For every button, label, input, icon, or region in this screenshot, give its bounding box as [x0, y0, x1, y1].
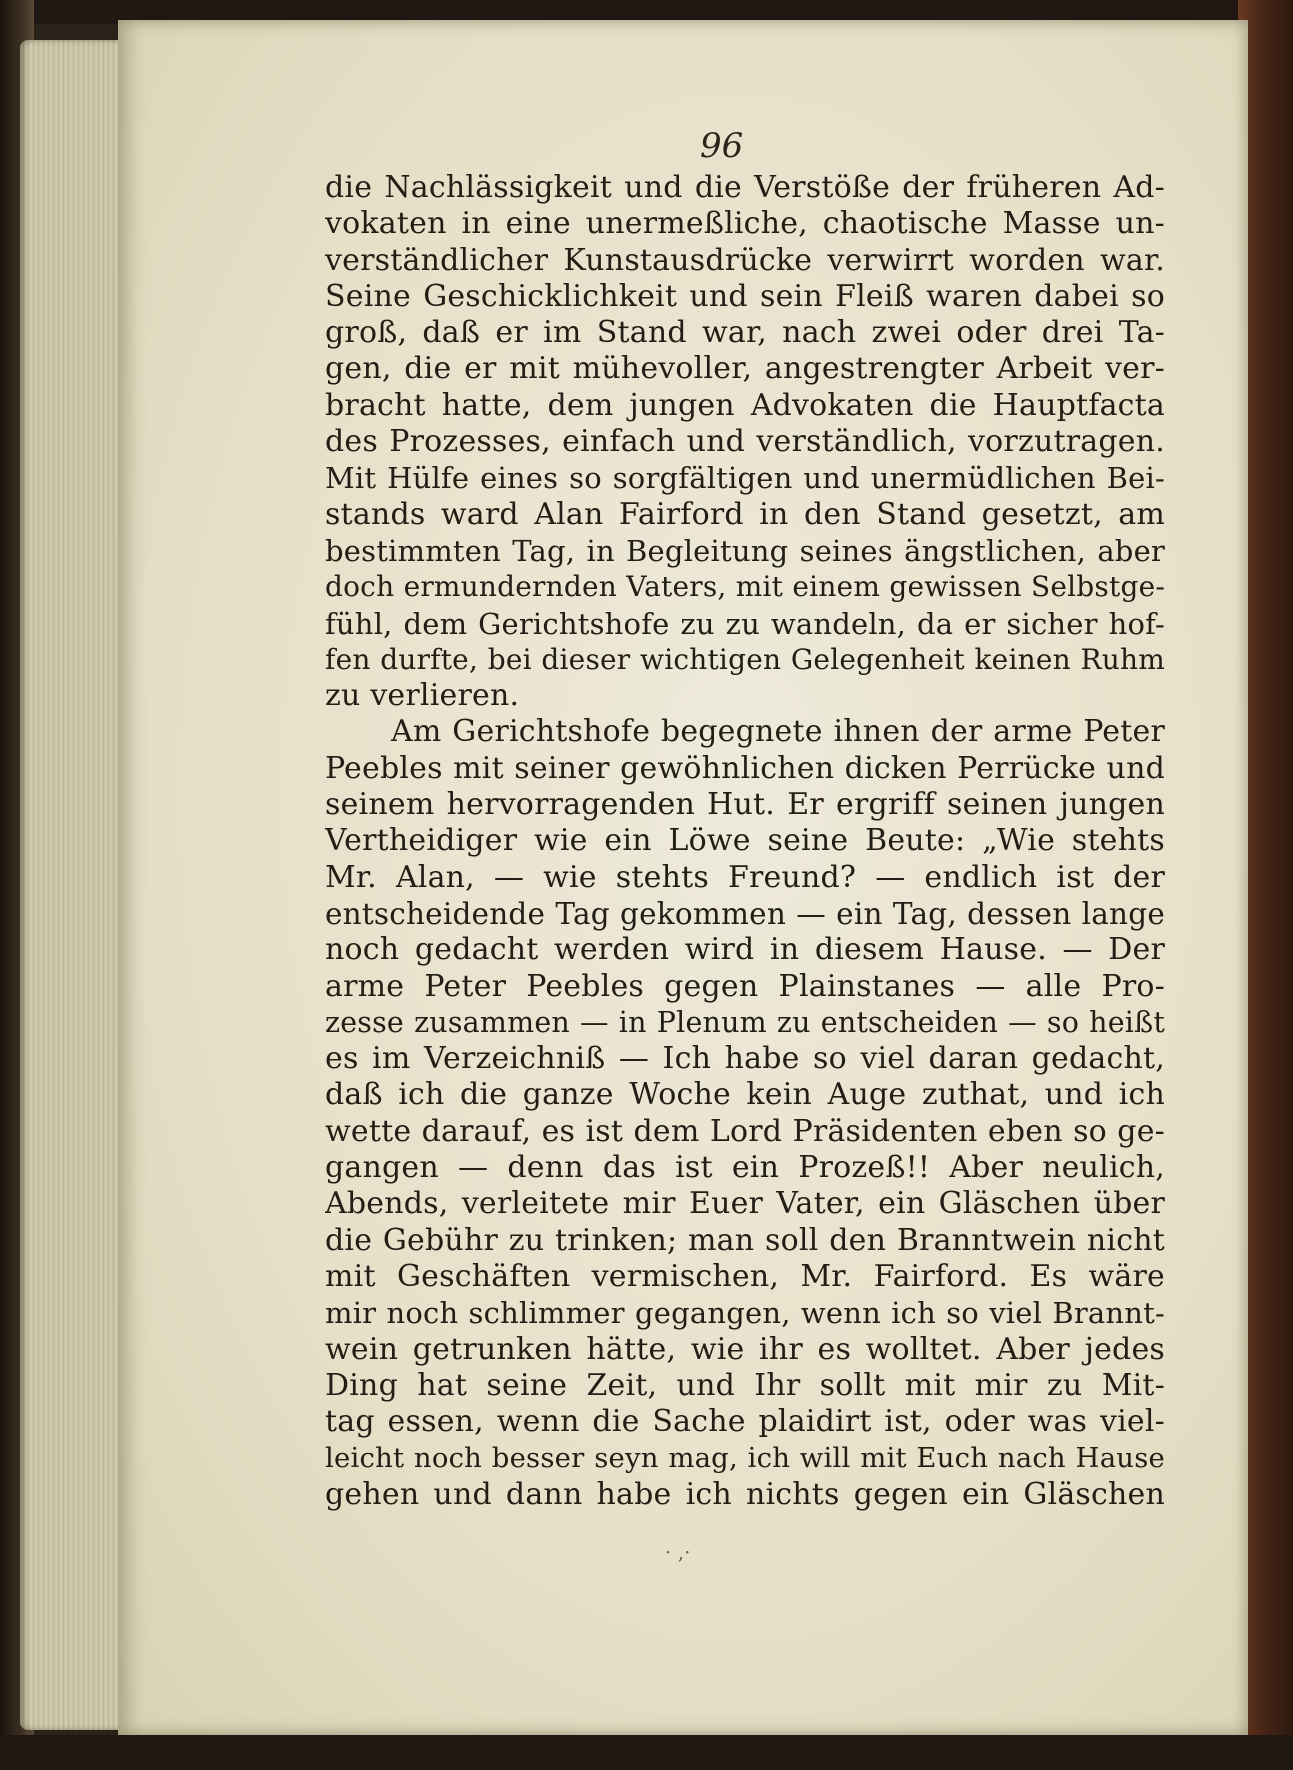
- text-line: fen durfte, bei dieser wichtigen Gelegenheit keinen Ruhm: [325, 642, 1165, 676]
- text-line: seinem hervorragenden Hut. Er ergriff seinen jungen: [325, 787, 1165, 823]
- text-line: leicht noch besser seyn mag, ich will mit Euch nach Hause: [325, 1442, 1165, 1475]
- text-line: bracht hatte, dem jungen Advokaten die Hauptfacta: [325, 387, 1165, 423]
- text-line: die Gebühr zu trinken; man soll den Branntwein nicht: [325, 1222, 1165, 1258]
- text-line: wein getrunken hätte, wie ihr es wolltet. Aber jedes: [325, 1331, 1165, 1367]
- text-line: zu verlieren.: [325, 678, 520, 714]
- text-line: zesse zusammen — in Plenum zu entscheiden — so heißt: [325, 1005, 1165, 1039]
- text-line: Vertheidiger wie ein Löwe seine Beute: „Wie stehts: [325, 823, 1165, 859]
- text-line: tag essen, wenn die Sache plaidirt ist, oder was viel-: [325, 1404, 1165, 1440]
- text-line: Am Gerichtshofe begegnete ihnen der arme Peter: [391, 714, 1165, 750]
- text-line: noch gedacht werden wird in diesem Hause. — Der: [325, 932, 1165, 968]
- text-line: Mit Hülfe eines so sorgfältigen und unermüdlichen Bei-: [325, 461, 1165, 496]
- text-line: des Prozesses, einfach und verständlich, vorzutragen.: [325, 424, 1165, 460]
- text-line: arme Peter Peebles gegen Plainstanes — alle Pro-: [325, 968, 1165, 1004]
- text-line: mir noch schlimmer gegangen, wenn ich so viel Brannt-: [325, 1296, 1165, 1331]
- text-line: fühl, dem Gerichtshofe zu zu wandeln, da er sicher hof-: [325, 606, 1165, 641]
- text-line: es im Verzeichniß — Ich habe so viel daran gedacht,: [325, 1041, 1165, 1077]
- text-line: gen, die er mit mühevoller, angestrengter Arbeit ver-: [325, 351, 1165, 387]
- text-line: stands ward Alan Fairford in den Stand gesetzt, am: [325, 496, 1165, 532]
- text-line: wette darauf, es ist dem Lord Präsidenten eben so ge-: [325, 1113, 1165, 1149]
- text-line: vokaten in eine unermeßliche, chaotische Masse un-: [325, 206, 1165, 242]
- body-text: [325, 170, 1165, 1513]
- text-line: groß, daß er im Stand war, nach zwei oder drei Ta-: [325, 315, 1165, 351]
- text-line: entscheidende Tag gekommen — ein Tag, dessen lange: [325, 896, 1165, 931]
- text-line: Mr. Alan, — wie stehts Freund? — endlich ist der: [325, 859, 1165, 895]
- text-line: mit Geschäften vermischen, Mr. Fairford. Es wäre: [325, 1258, 1165, 1294]
- text-line: daß ich die ganze Woche kein Auge zuthat, und ich: [325, 1077, 1165, 1113]
- text-line: doch ermundernden Vaters, mit einem gewissen Selbstge-: [325, 570, 1165, 604]
- text-line: Abends, verleitete mir Euer Vater, ein Gläschen über: [325, 1186, 1165, 1222]
- text-line: die Nachlässigkeit und die Verstöße der früheren Ad-: [325, 170, 1165, 205]
- text-line: Peebles mit seiner gewöhnlichen dicken Perrücke und: [325, 750, 1165, 786]
- text-line: verständlicher Kunstausdrücke verwirrt worden war.: [325, 242, 1165, 278]
- text-line: gehen und dann habe ich nichts gegen ein Gläschen: [325, 1476, 1165, 1512]
- footer-mark: · ,·: [665, 1540, 691, 1564]
- text-line: Ding hat seine Zeit, und Ihr sollt mit mir zu Mit-: [325, 1367, 1165, 1403]
- page-number: 96: [700, 126, 744, 166]
- book-cover-bottom: [0, 1735, 1293, 1770]
- text-line: gangen — denn das ist ein Prozeß!! Aber neulich,: [325, 1150, 1165, 1186]
- text-line: bestimmten Tag, in Begleitung seines ängstlichen, aber: [325, 533, 1165, 568]
- text-line: Seine Geschicklichkeit und sein Fleiß waren dabei so: [325, 278, 1165, 314]
